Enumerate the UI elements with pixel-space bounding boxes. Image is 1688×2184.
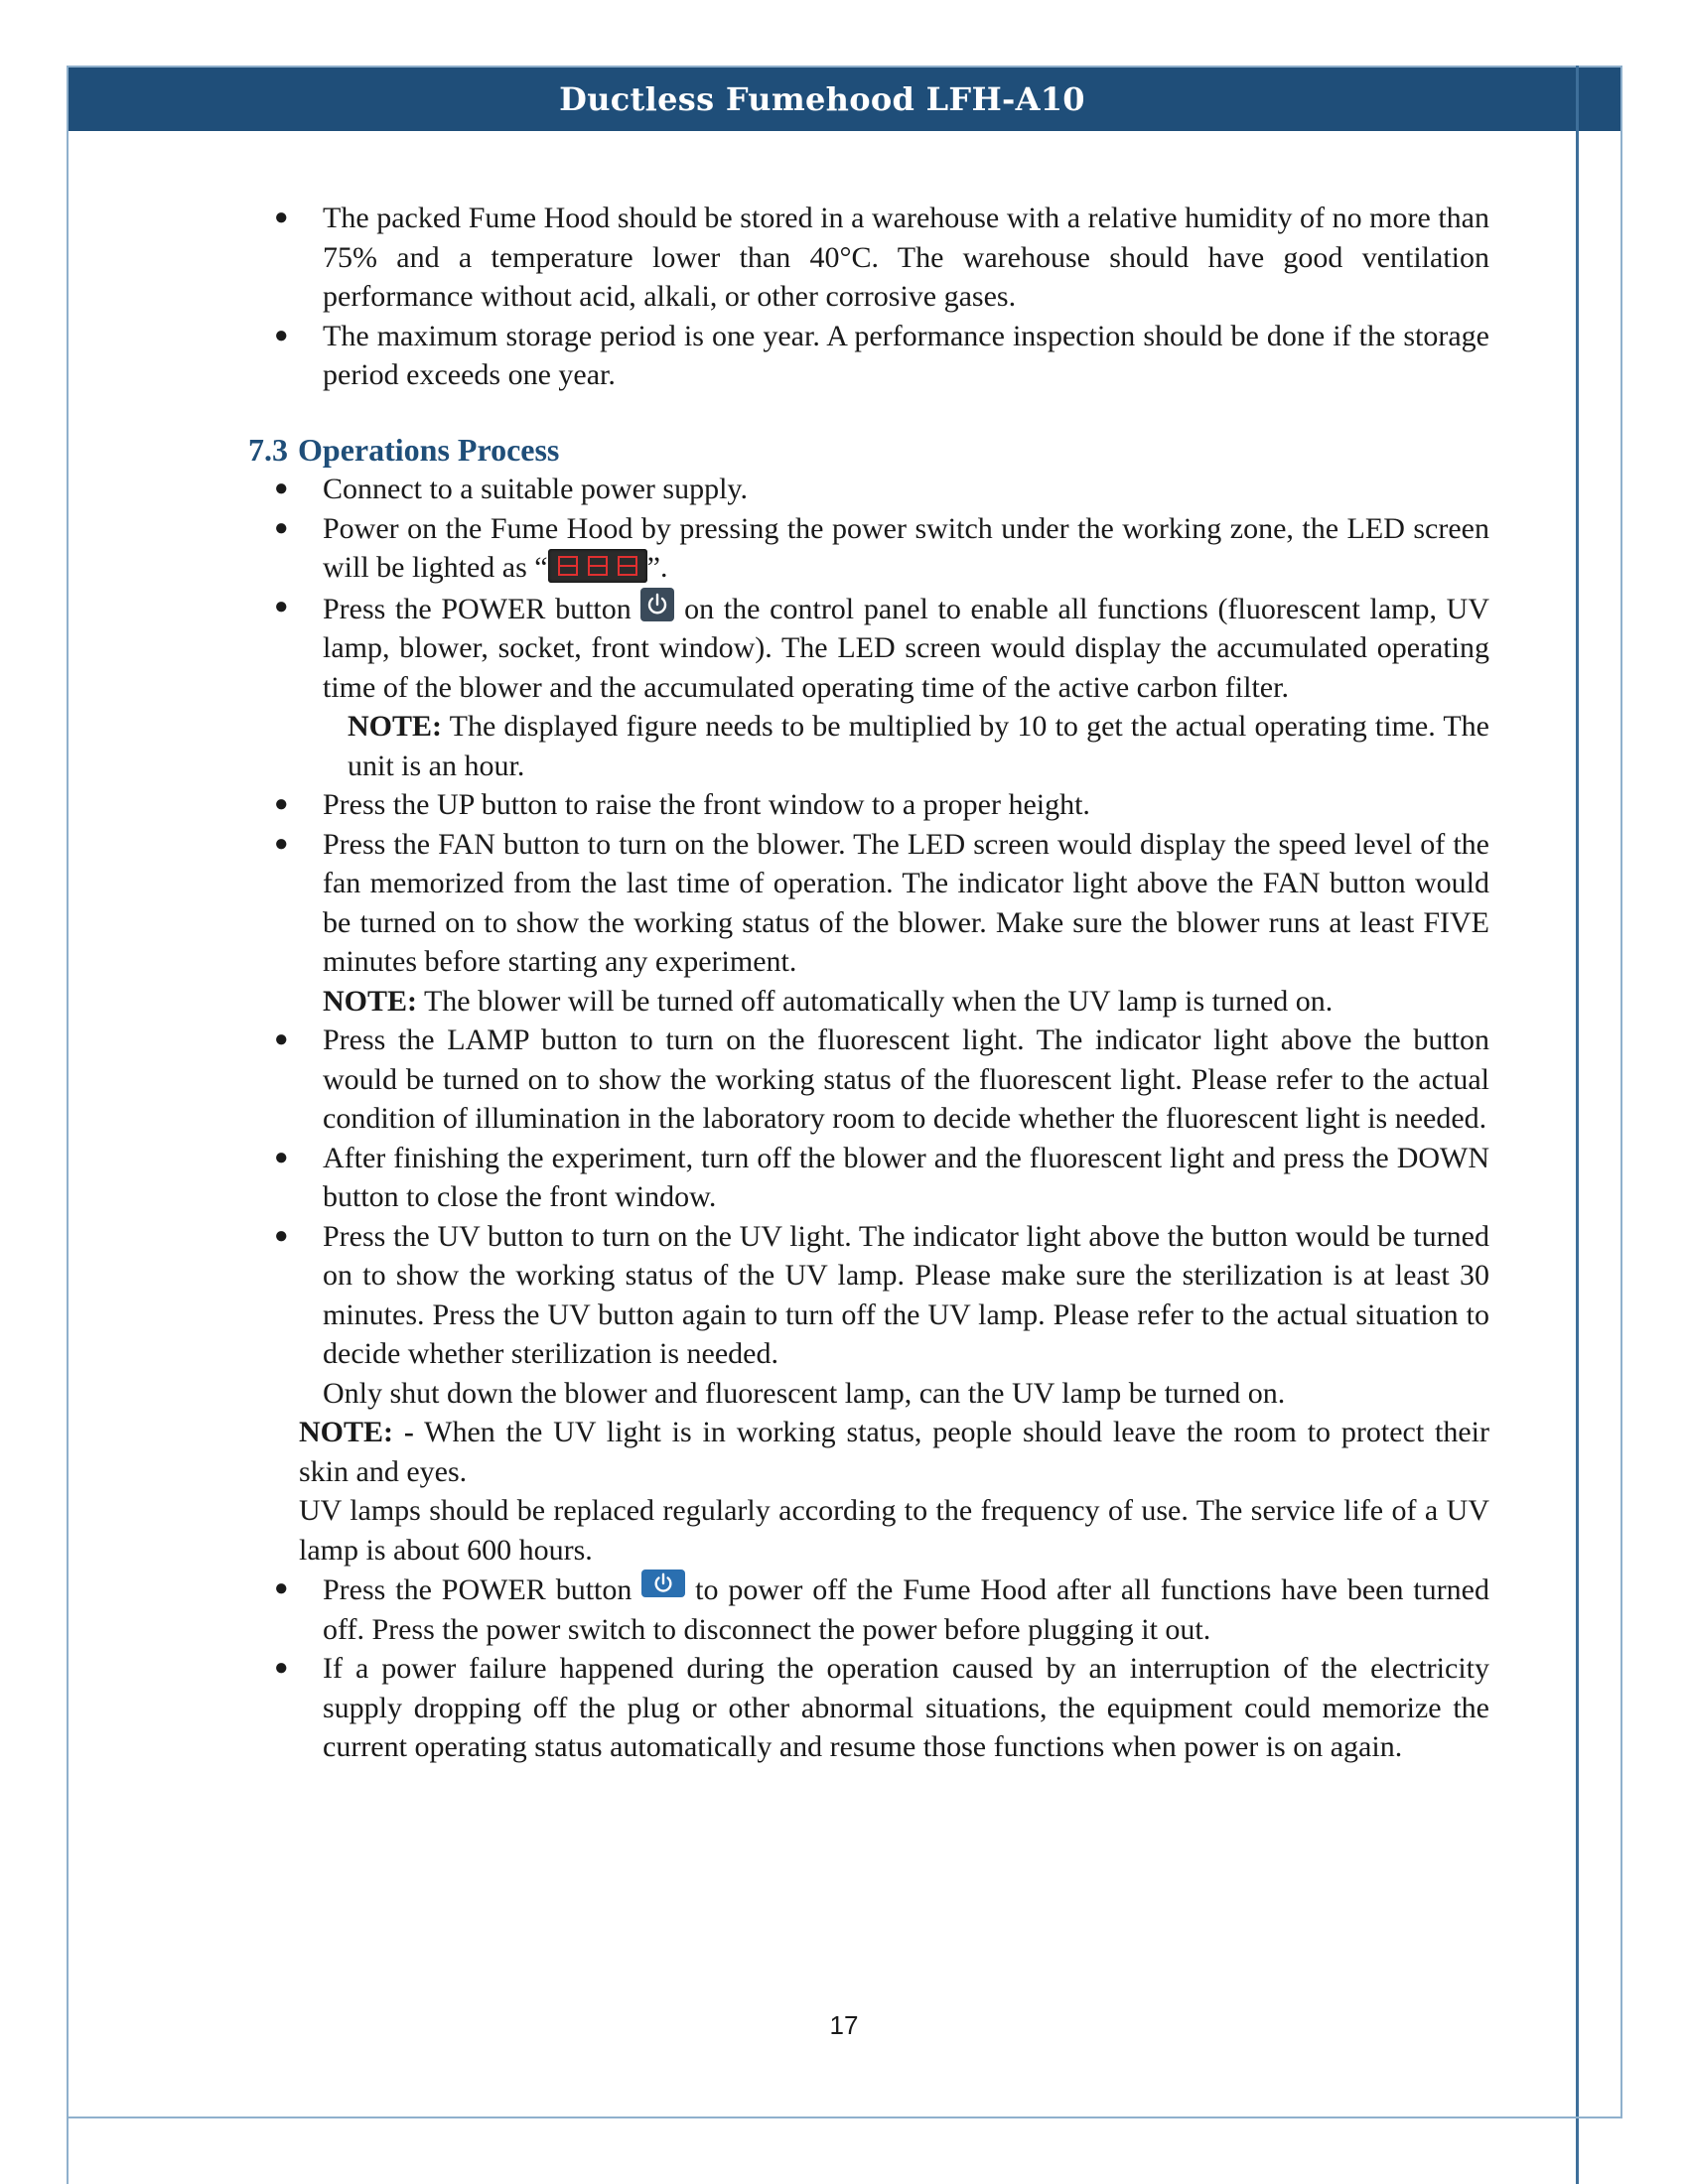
page-border-right-inner (1576, 66, 1579, 2184)
list-item: ● Press the UP button to raise the front window to a proper height. (248, 785, 1489, 825)
list-item: ● Power on the Fume Hood by pressing the power switch under the working zone, the LED screen will be lighted as “ ”. (248, 509, 1489, 588)
list-item: ● Connect to a suitable power supply. (248, 470, 1489, 509)
list-item: ● Press the UV button to turn on the UV light. The indicator light above the button would be turned on to show the working status of the UV lamp. Please make sure the sterilization is at least 30 minutes. Press the UV button again to turn off the UV lamp. Please refer to the actual situation to decide whether sterilization is needed. Only shut down the blower and fluorescent lamp, can the UV lamp be turned on. (248, 1217, 1489, 1414)
bullet-icon: ● (274, 205, 289, 230)
section-number: 7.3 (248, 431, 288, 468)
list-item: ● After finishing the experiment, turn off the blower and the fluorescent light and press the DOWN button to close the front window. (248, 1139, 1489, 1217)
power-button-icon (641, 1570, 685, 1597)
page-content (248, 199, 1489, 1767)
list-item: ● Press the FAN button to turn on the blower. The LED screen would display the speed level of the fan memorized from the last time of operation. The indicator light above the FAN button would be turned on to show the working status of the blower. Make sure the blower runs at least FIVE minutes before starting any experiment. (248, 825, 1489, 982)
led-digits-icon (548, 549, 647, 583)
operations-list-continued (248, 1570, 1489, 1767)
list-item: ● If a power failure happened during the operation caused by an interruption of the electricity supply dropping off the plug or other abnormal situations, the equipment could memorize the current operating status automatically and resume those functions when power is on again. (248, 1649, 1489, 1767)
bullet-icon: ● (274, 830, 289, 857)
bullet-icon: ● (274, 514, 289, 541)
bullet-icon: ● (274, 1575, 289, 1601)
note: NOTE: - When the UV light is in working status, people should leave the room to protect their skin and eyes. (299, 1416, 1489, 1488)
bullet-icon: ● (274, 322, 289, 348)
list-item: ● Press the POWER button to power off the Fume Hood after all functions have been turned off. Press the power switch to disconnect the power before plugging it out. (248, 1570, 1489, 1649)
bullet-icon: ● (274, 476, 289, 501)
page-number: 17 (829, 2010, 859, 2040)
list-item: ● Press the LAMP button to turn on the fluorescent light. The indicator light above the button would be turned on to show the working status of the fluorescent light. Please refer to the actual condition of illumination in the laboratory room to decide whether the fluorescent light is needed. (248, 1021, 1489, 1139)
section-title: Operations Process (298, 431, 560, 468)
list-item: ● Press the POWER button on the control panel to enable all functions (fluorescent lamp, UV lamp, blower, socket, front window). The LED screen would display the accumulated operating time of the blower and the accumulated operating time of the active carbon filter. (248, 588, 1489, 708)
list-item: ● The maximum storage period is one year. A performance inspection should be done if the storage period exceeds one year. (248, 317, 1489, 395)
list-item: ● The packed Fume Hood should be stored in a warehouse with a relative humidity of no more than 75% and a temperature lower than 40°C. The warehouse should have good ventilation performance without acid, alkali, or other corrosive gases. (248, 199, 1489, 317)
header-band-extension (1579, 68, 1620, 131)
bullet-icon: ● (274, 593, 289, 619)
bullet-icon: ● (274, 1655, 289, 1681)
bullet-icon: ● (274, 1222, 289, 1249)
note: NOTE: The displayed figure needs to be multiplied by 10 to get the actual operating time. The unit is an hour. (348, 710, 1489, 782)
page-border-bottom (67, 2116, 1622, 2118)
document-title: Ductless Fumehood LFH-A10 (559, 80, 1085, 118)
page-border-left (67, 66, 69, 2184)
operations-list (248, 470, 1489, 707)
note: NOTE: The blower will be turned off automatically when the UV lamp is turned on. (323, 984, 1334, 1018)
bullet-icon: ● (274, 1144, 289, 1170)
operations-list-continued (248, 785, 1489, 982)
note-continuation: UV lamps should be replaced regularly according to the frequency of use. The service life of a UV lamp is about 600 hours. (299, 1494, 1489, 1567)
page-border-right-outer (1620, 66, 1622, 2118)
section-heading (248, 431, 1489, 471)
bullet-icon: ● (274, 791, 289, 817)
operations-list-continued (248, 1021, 1489, 1413)
storage-list (248, 199, 1489, 395)
power-button-icon (640, 588, 674, 621)
header-band (69, 68, 1576, 131)
bullet-icon: ● (274, 1026, 289, 1052)
